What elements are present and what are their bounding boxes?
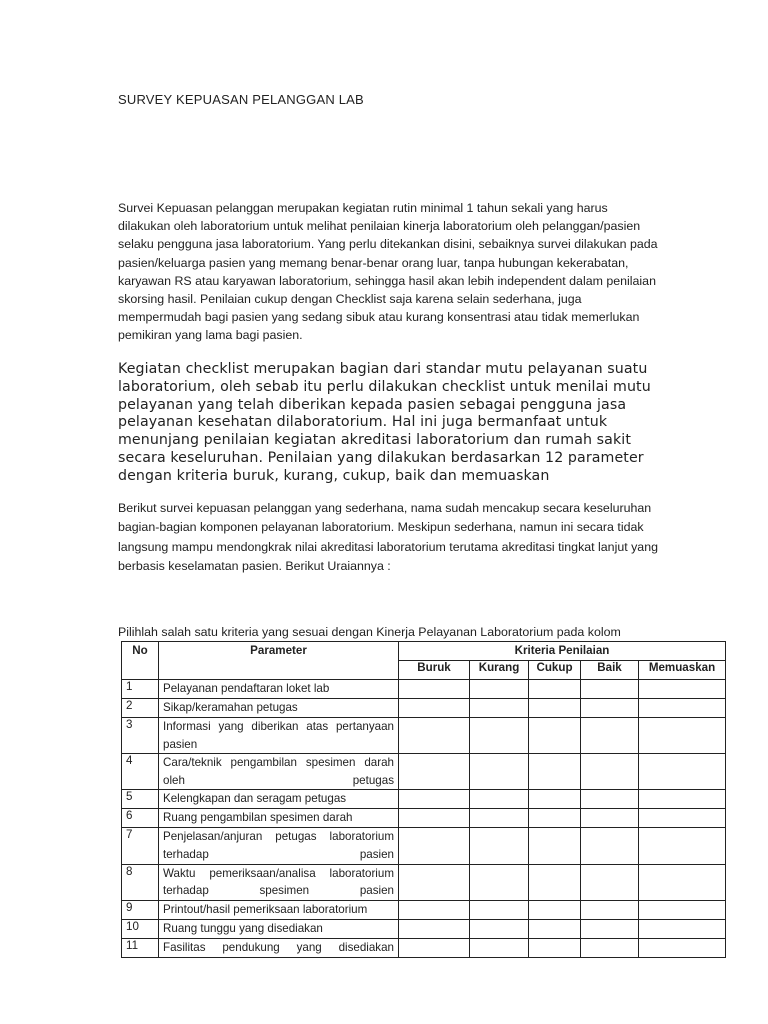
checkbox-cell-kurang[interactable] xyxy=(470,809,529,828)
row-number: 7 xyxy=(122,828,159,864)
checkbox-cell-buruk[interactable] xyxy=(399,828,470,864)
checkbox-cell-kurang[interactable] xyxy=(470,754,529,790)
checkbox-cell-buruk[interactable] xyxy=(399,900,470,919)
table-row xyxy=(122,699,726,718)
checkbox-cell-memuaskan[interactable] xyxy=(639,919,726,938)
row-parameter: Pelayanan pendaftaran loket lab xyxy=(159,680,399,699)
row-parameter: Waktu pemeriksaan/analisa laboratorium terhadap spesimen pasien xyxy=(159,864,399,900)
checkbox-cell-baik[interactable] xyxy=(581,680,639,699)
checkbox-cell-memuaskan[interactable] xyxy=(639,938,726,957)
checkbox-cell-kurang[interactable] xyxy=(470,864,529,900)
header-criteria-group: Kriteria Penilaian xyxy=(399,642,726,661)
checkbox-cell-kurang[interactable] xyxy=(470,699,529,718)
checkbox-cell-memuaskan[interactable] xyxy=(639,809,726,828)
checkbox-cell-kurang[interactable] xyxy=(470,680,529,699)
row-parameter: Sikap/keramahan petugas xyxy=(159,699,399,718)
header-no: No xyxy=(122,642,159,680)
table-row xyxy=(122,754,726,790)
table-row xyxy=(122,864,726,900)
checkbox-cell-cukup[interactable] xyxy=(529,828,581,864)
row-parameter: Penjelasan/anjuran petugas laboratorium terhadap pasien xyxy=(159,828,399,864)
table-row xyxy=(122,900,726,919)
table-row xyxy=(122,809,726,828)
checkbox-cell-kurang[interactable] xyxy=(470,900,529,919)
row-parameter: Kelengkapan dan seragam petugas xyxy=(159,790,399,809)
checkbox-cell-baik[interactable] xyxy=(581,938,639,957)
checkbox-cell-cukup[interactable] xyxy=(529,938,581,957)
checkbox-cell-baik[interactable] xyxy=(581,828,639,864)
checkbox-cell-memuaskan[interactable] xyxy=(639,718,726,754)
header-memuaskan: Memuaskan xyxy=(639,661,726,680)
checkbox-cell-memuaskan[interactable] xyxy=(639,864,726,900)
table-row xyxy=(122,919,726,938)
checkbox-cell-buruk[interactable] xyxy=(399,864,470,900)
checkbox-cell-memuaskan[interactable] xyxy=(639,680,726,699)
checkbox-cell-cukup[interactable] xyxy=(529,864,581,900)
header-cukup: Cukup xyxy=(529,661,581,680)
checkbox-cell-buruk[interactable] xyxy=(399,718,470,754)
row-parameter: Printout/hasil pemeriksaan laboratorium xyxy=(159,900,399,919)
checkbox-cell-baik[interactable] xyxy=(581,809,639,828)
checkbox-cell-memuaskan[interactable] xyxy=(639,790,726,809)
row-parameter: Ruang tunggu yang disediakan xyxy=(159,919,399,938)
document-title: SURVEY KEPUASAN PELANGGAN LAB xyxy=(118,92,364,107)
checkbox-cell-buruk[interactable] xyxy=(399,680,470,699)
row-number: 1 xyxy=(122,680,159,699)
checkbox-cell-baik[interactable] xyxy=(581,699,639,718)
checkbox-cell-baik[interactable] xyxy=(581,900,639,919)
checkbox-cell-cukup[interactable] xyxy=(529,900,581,919)
checkbox-cell-kurang[interactable] xyxy=(470,919,529,938)
checkbox-cell-buruk[interactable] xyxy=(399,809,470,828)
row-number: 2 xyxy=(122,699,159,718)
checkbox-cell-memuaskan[interactable] xyxy=(639,699,726,718)
survey-table-body xyxy=(122,680,726,958)
instruction-text: Pilihlah salah satu kriteria yang sesuai dengan Kinerja Pelayanan Laboratorium pada kolom xyxy=(118,625,621,639)
checkbox-cell-cukup[interactable] xyxy=(529,790,581,809)
checkbox-cell-cukup[interactable] xyxy=(529,919,581,938)
checkbox-cell-buruk[interactable] xyxy=(399,754,470,790)
row-number: 8 xyxy=(122,864,159,900)
row-number: 4 xyxy=(122,754,159,790)
checkbox-cell-cukup[interactable] xyxy=(529,754,581,790)
checkbox-cell-memuaskan[interactable] xyxy=(639,828,726,864)
checkbox-cell-cukup[interactable] xyxy=(529,718,581,754)
row-parameter: Fasilitas pendukung yang disediakan xyxy=(159,938,399,957)
checkbox-cell-baik[interactable] xyxy=(581,790,639,809)
row-number: 9 xyxy=(122,900,159,919)
checkbox-cell-buruk[interactable] xyxy=(399,790,470,809)
checkbox-cell-baik[interactable] xyxy=(581,718,639,754)
row-parameter: Ruang pengambilan spesimen darah xyxy=(159,809,399,828)
survey-table xyxy=(121,641,726,958)
checkbox-cell-buruk[interactable] xyxy=(399,919,470,938)
table-row xyxy=(122,718,726,754)
checkbox-cell-memuaskan[interactable] xyxy=(639,900,726,919)
checkbox-cell-baik[interactable] xyxy=(581,864,639,900)
checkbox-cell-kurang[interactable] xyxy=(470,790,529,809)
table-row xyxy=(122,938,726,957)
checkbox-cell-memuaskan[interactable] xyxy=(639,754,726,790)
row-number: 10 xyxy=(122,919,159,938)
checkbox-cell-cukup[interactable] xyxy=(529,680,581,699)
checkbox-cell-buruk[interactable] xyxy=(399,938,470,957)
row-parameter: Cara/teknik pengambilan spesimen darah oleh petugas xyxy=(159,754,399,790)
description-paragraph: Berikut survei kepuasan pelanggan yang sederhana, nama sudah mencakup secara keseluruhan bagian-bagian komponen pelayanan laboratorium. Meskipun sederhana, namun ini secara tidak langsung mampu mendongkrak nilai akreditasi laboratorium terutama akreditasi tingkat lanjut yang berbasis keselamatan pasien. Berikut Uraiannya : xyxy=(118,501,658,574)
checkbox-cell-kurang[interactable] xyxy=(470,718,529,754)
row-number: 11 xyxy=(122,938,159,957)
row-parameter: Informasi yang diberikan atas pertanyaan pasien xyxy=(159,718,399,754)
intro-paragraph: Survei Kepuasan pelanggan merupakan kegiatan rutin minimal 1 tahun sekali yang harus dilakukan oleh laboratorium untuk melihat penilaian kinerja laboratorium oleh pelanggan/pasien selaku pengguna jasa laboratorium. Yang perlu ditekankan disini, sebaiknya survei dilakukan pada pasien/keluarga pasien yang memang benar-benar orang luar, tanpa hubungan kekerabatan, karyawan RS atau karyawan laboratorium, sehingga hasil akan lebih independent dalam penilaian skorsing hasil. Penilaian cukup dengan Checklist saja karena selain sederhana, juga mempermudah bagi pasien yang sedang sibuk atau kurang konsentrasi atau tidak memerlukan pemikiran yang lama bagi pasien. xyxy=(118,201,658,343)
table-row xyxy=(122,680,726,699)
row-number: 3 xyxy=(122,718,159,754)
checklist-paragraph: Kegiatan checklist merupakan bagian dari standar mutu pelayanan suatu laboratorium, oleh sebab itu perlu dilakukan checklist untuk menilai mutu pelayanan yang telah diberikan kepada pasien sebagai pengguna jasa pelayanan kesehatan dilaboratorium. Hal ini juga bermanfaat untuk menunjang penilaian kegiatan akreditasi laboratorium dan rumah sakit secara keseluruhan. Penilaian yang dilakukan berdasarkan 12 parameter dengan kriteria buruk, kurang, cukup, baik dan memuaskan xyxy=(118,361,651,484)
header-parameter: Parameter xyxy=(159,642,399,680)
checkbox-cell-baik[interactable] xyxy=(581,754,639,790)
checkbox-cell-kurang[interactable] xyxy=(470,828,529,864)
table-row xyxy=(122,790,726,809)
header-baik: Baik xyxy=(581,661,639,680)
checkbox-cell-baik[interactable] xyxy=(581,919,639,938)
header-buruk: Buruk xyxy=(399,661,470,680)
checkbox-cell-cukup[interactable] xyxy=(529,699,581,718)
checkbox-cell-cukup[interactable] xyxy=(529,809,581,828)
row-number: 5 xyxy=(122,790,159,809)
row-number: 6 xyxy=(122,809,159,828)
table-row xyxy=(122,828,726,864)
checkbox-cell-kurang[interactable] xyxy=(470,938,529,957)
checkbox-cell-buruk[interactable] xyxy=(399,699,470,718)
header-kurang: Kurang xyxy=(470,661,529,680)
